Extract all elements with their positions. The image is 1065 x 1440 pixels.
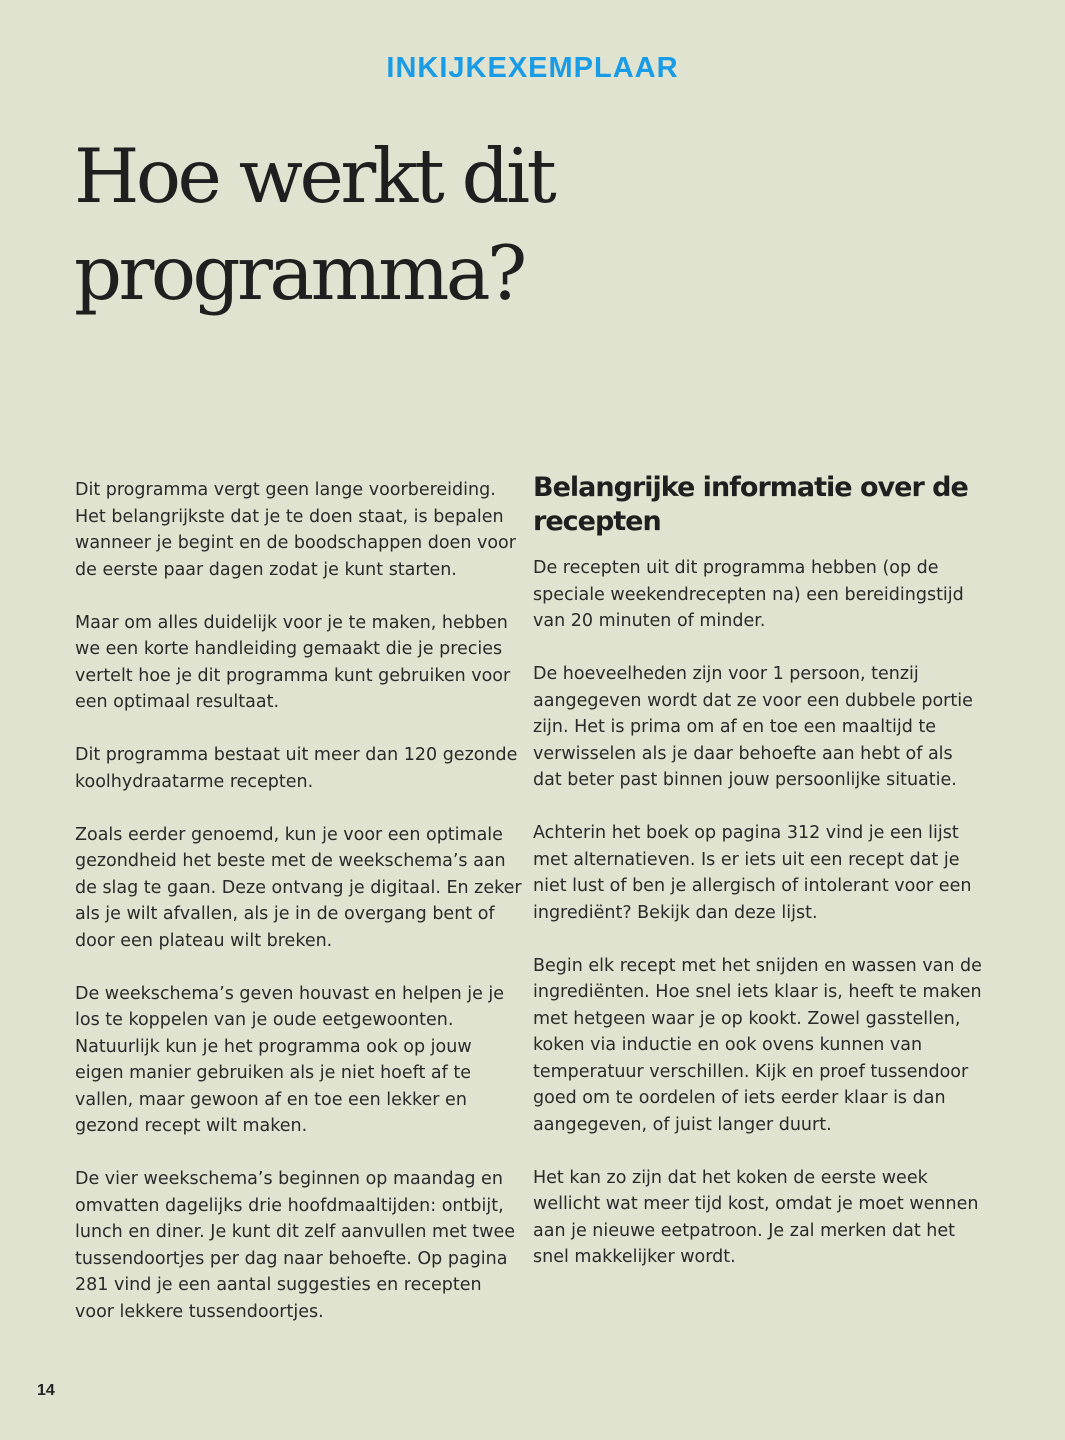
right-column (533, 472, 983, 1297)
page-number: 14 (37, 1382, 55, 1399)
left-paragraph-6: De vier weekschema’s beginnen op maandag en omvatten dagelijks drie hoofdmaaltijden: ontbijt, lunch en diner. Je kunt dit zelf aanvullen met twee tussendoortjes per dag naar behoefte. Op pagina 281 vind je een aantal suggesties en recepten voor lekkere tussendoortjes. (75, 1169, 515, 1322)
left-paragraph-3: Dit programma bestaat uit meer dan 120 gezonde koolhydraatarme recepten. (75, 745, 518, 792)
right-paragraph-3: Achterin het boek op pagina 312 vind je een lijst met alternatieven. Is er iets uit een recept dat je niet lust of ben je allergisch of intolerant voor een ingrediënt? Bekijk dan deze lijst. (533, 823, 972, 923)
left-column (75, 477, 525, 1352)
watermark-label: INKIJKEXEMPLAAR (386, 52, 679, 84)
page-title (74, 128, 774, 322)
right-paragraph-4: Begin elk recept met het snijden en wassen van de ingrediënten. Hoe snel iets klaar is, heeft te maken met hetgeen waar je op kookt. Zowel gasstellen, koken via inductie en ook ovens kunnen van temperatuur verschillen. Kijk en proef tussendoor goed om te oordelen of iets eerder klaar is dan aangegeven, of juist langer duurt. (533, 955, 982, 1135)
left-paragraph-2: Maar om alles duidelijk voor je te maken, hebben we een korte handleiding gemaakt die je precies vertelt hoe je dit programma kunt gebruiken voor een optimaal resultaat. (75, 612, 511, 712)
section-heading: Belangrijke informatie over de recepten (533, 472, 968, 537)
page-title-line-1: Hoe werkt dit (74, 132, 554, 220)
right-paragraph-5: Het kan zo zijn dat het koken de eerste week wellicht wat meer tijd kost, omdat je moet wennen aan je nieuwe eetpatroon. Je zal merken dat het snel makkelijker wordt. (533, 1167, 979, 1267)
left-paragraph-4: Zoals eerder genoemd, kun je voor een optimale gezondheid het beste met de weekschema’s aan de slag te gaan. Deze ontvang je digitaal. En zeker als je wilt afvallen, als je in de overgang bent of door een plateau wilt breken. (75, 824, 522, 951)
page-title-line-2: programma? (74, 229, 524, 317)
left-paragraph-1: Dit programma vergt geen lange voorbereiding. Het belangrijkste dat je te doen staat, is bepalen wanneer je begint en de boodschappen doen voor de eerste paar dagen zodat je kunt starten. (75, 480, 516, 580)
right-paragraph-1: De recepten uit dit programma hebben (op de speciale weekendrecepten na) een bereidingstijd van 20 minuten of minder. (533, 558, 964, 631)
right-paragraph-2: De hoeveelheden zijn voor 1 persoon, tenzij aangegeven wordt dat ze voor een dubbele portie zijn. Het is prima om af en toe een maaltijd te verwisselen als je daar behoefte aan hebt of als dat beter past binnen jouw persoonlijke situatie. (533, 664, 973, 790)
left-paragraph-5: De weekschema’s geven houvast en helpen je je los te koppelen van je oude eetgewoonten. Natuurlijk kun je het programma ook op jouw eigen manier gebruiken als je niet hoeft af te vallen, maar gewoon af en toe een lekker en gezond recept wilt maken. (75, 983, 505, 1136)
